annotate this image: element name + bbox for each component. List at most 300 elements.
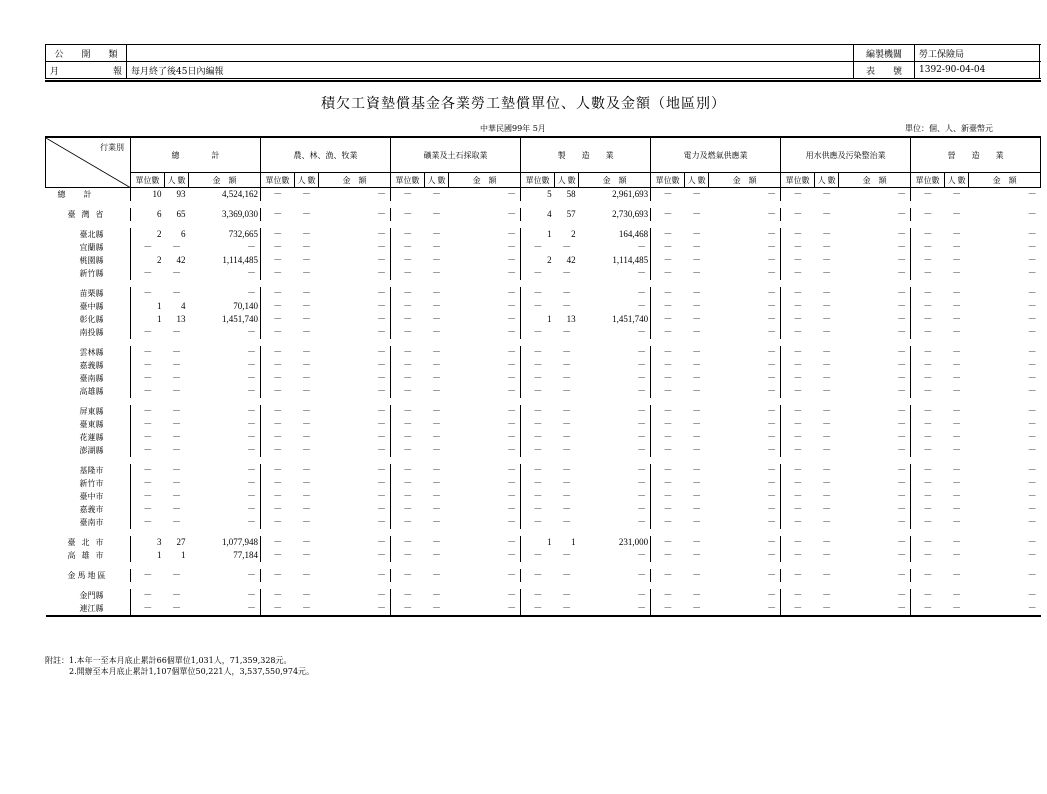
people-cell: － [302, 360, 312, 370]
amount-cell: － [767, 301, 777, 311]
footnote-1: 附註：1.本年一至本月底止累計66個單位1,031人，71,359,328元。 [45, 656, 292, 665]
units-cell: － [131, 372, 165, 385]
amount-cell: － [637, 504, 647, 514]
units-cell: － [911, 516, 945, 529]
units-cell: － [651, 589, 685, 602]
amount-cell: － [637, 432, 647, 442]
people-cell: － [171, 517, 181, 527]
units-cell: － [781, 536, 815, 549]
people-cell: 1 [181, 550, 186, 560]
area-cell: 臺 灣 省 [67, 210, 106, 219]
people-cell: － [692, 314, 702, 324]
people-cell: － [302, 432, 312, 442]
people-cell: － [692, 406, 702, 416]
people-cell: － [432, 504, 442, 514]
amount-cell: － [377, 478, 387, 488]
amount-cell: － [1027, 189, 1037, 199]
units-cell: － [911, 188, 945, 202]
people-cell: － [432, 491, 442, 501]
units-cell: － [391, 188, 425, 202]
units-cell: － [911, 536, 945, 549]
units-cell: － [911, 549, 945, 562]
amount-cell: － [897, 268, 907, 278]
amount-cell: － [767, 288, 777, 298]
units-cell: － [911, 589, 945, 602]
people-cell: － [432, 590, 442, 600]
subcol-amount: 金 額 [449, 173, 521, 188]
people-cell: － [692, 229, 702, 239]
units-cell: 2 [131, 228, 165, 241]
units-cell: － [131, 385, 165, 398]
units-cell: － [261, 385, 295, 398]
people-cell: － [432, 550, 442, 560]
units-cell: － [131, 464, 165, 477]
units-cell: － [521, 241, 555, 254]
amount-cell: － [1027, 432, 1037, 442]
units-cell: － [911, 477, 945, 490]
people-cell: － [432, 432, 442, 442]
amount-cell: － [897, 255, 907, 265]
units-cell: 1 [521, 536, 555, 549]
people-cell: － [432, 189, 442, 199]
amount-cell: － [897, 288, 907, 298]
people-cell: － [952, 465, 962, 475]
people-cell: － [302, 537, 312, 547]
people-cell: － [952, 229, 962, 239]
people-cell: － [952, 242, 962, 252]
units-cell: － [261, 549, 295, 562]
amount-cell: － [637, 360, 647, 370]
units-cell: － [911, 431, 945, 444]
spacer-cell [46, 562, 1041, 569]
people-cell: － [822, 314, 832, 324]
units-cell: － [521, 418, 555, 431]
units-cell: － [261, 313, 295, 326]
amount-cell: － [247, 406, 257, 416]
units-cell: － [781, 313, 815, 326]
units-cell: 1 [521, 313, 555, 326]
amount-cell: － [897, 347, 907, 357]
amount-cell: － [247, 386, 257, 396]
people-cell: － [692, 445, 702, 455]
people-cell: － [165, 602, 189, 616]
people-cell: － [432, 465, 442, 475]
amount-cell: － [767, 517, 777, 527]
people-cell: － [171, 465, 181, 475]
people-cell: － [302, 242, 312, 252]
amount-cell: － [377, 517, 387, 527]
units-cell: － [261, 536, 295, 549]
units-cell: － [131, 516, 165, 529]
units-cell: － [651, 549, 685, 562]
units-cell: － [261, 287, 295, 300]
people-cell: － [562, 517, 572, 527]
units-cell: － [911, 464, 945, 477]
amount-cell: － [247, 517, 257, 527]
people-cell: － [692, 478, 702, 488]
amount-cell: － [507, 537, 517, 547]
people-cell: 27 [176, 537, 186, 547]
amount-cell: 231,000 [618, 537, 649, 547]
amount-cell: － [767, 268, 777, 278]
units-cell: － [391, 477, 425, 490]
people-cell: － [952, 550, 962, 560]
spacer-cell [46, 280, 1041, 287]
amount-cell: － [377, 314, 387, 324]
people-cell: 58 [566, 189, 576, 199]
people-cell: － [171, 445, 181, 455]
amount-cell: － [1027, 268, 1037, 278]
units-cell: － [521, 490, 555, 503]
subcol-units: 單位數 [521, 173, 555, 188]
area-cell: 臺南市 [79, 518, 104, 527]
table-row [46, 208, 1041, 221]
subcol-units: 單位數 [651, 173, 685, 188]
amount-cell: 77,184 [233, 550, 259, 560]
people-cell: － [432, 301, 442, 311]
amount-cell: － [507, 478, 517, 488]
people-cell: － [692, 242, 702, 252]
units-cell: － [391, 228, 425, 241]
units-cell: － [651, 188, 685, 202]
area-cell: 新竹縣 [79, 269, 104, 278]
units-cell: － [391, 300, 425, 313]
amount-cell: － [247, 373, 257, 383]
amount-cell: － [767, 189, 777, 199]
amount-cell: － [377, 386, 387, 396]
table-row [46, 431, 1041, 444]
units-cell: － [391, 516, 425, 529]
spacer-cell [46, 339, 1041, 346]
amount-cell: － [377, 301, 387, 311]
form-label: 表 號 [854, 62, 915, 79]
table-row [46, 589, 1041, 602]
amount-cell: － [1027, 229, 1037, 239]
amount-cell: － [247, 360, 257, 370]
people-cell: 13 [566, 314, 576, 324]
people-cell: － [952, 491, 962, 501]
units-cell: － [391, 346, 425, 359]
people-cell: － [432, 478, 442, 488]
units-cell: － [521, 300, 555, 313]
units-cell: － [131, 444, 165, 457]
people-cell: － [432, 314, 442, 324]
people-cell: － [822, 373, 832, 383]
people-cell: － [302, 386, 312, 396]
units-cell: － [651, 405, 685, 418]
spacer-cell [46, 398, 1041, 405]
people-cell: － [432, 209, 442, 219]
units-cell: － [261, 241, 295, 254]
people-cell: － [822, 550, 832, 560]
amount-cell: － [637, 301, 647, 311]
area-cell: 連江縣 [46, 602, 131, 616]
amount-cell: － [767, 432, 777, 442]
units-cell: － [261, 589, 295, 602]
people-cell: － [432, 406, 442, 416]
table-row [46, 188, 1041, 202]
amount-cell: － [637, 288, 647, 298]
table-row [46, 569, 1041, 582]
amount-cell: － [897, 189, 907, 199]
people-cell: － [171, 268, 181, 278]
amount-cell: － [1027, 255, 1037, 265]
people-cell: 1 [571, 537, 576, 547]
people-cell: － [171, 347, 181, 357]
people-cell: － [822, 360, 832, 370]
amount-cell: － [247, 465, 257, 475]
people-cell: － [822, 570, 832, 580]
people-cell: － [822, 347, 832, 357]
people-cell: － [555, 602, 579, 616]
units-cell: － [391, 503, 425, 516]
table-row [46, 228, 1041, 241]
amount-cell: － [767, 406, 777, 416]
units-cell: － [261, 444, 295, 457]
people-cell: － [432, 268, 442, 278]
people-cell: － [692, 504, 702, 514]
amount-cell: － [767, 314, 777, 324]
amount-cell: － [377, 491, 387, 501]
people-cell: － [562, 445, 572, 455]
units-cell: － [911, 228, 945, 241]
units-cell: － [131, 359, 165, 372]
people-cell: － [822, 209, 832, 219]
people-cell: － [822, 255, 832, 265]
people-cell: － [302, 504, 312, 514]
table-row [46, 536, 1041, 549]
area-cell: 屏東縣 [79, 407, 104, 416]
people-cell: － [171, 242, 181, 252]
table-row [46, 346, 1041, 359]
units-cell: － [781, 372, 815, 385]
units-cell: － [911, 444, 945, 457]
people-cell: － [171, 327, 181, 337]
area-cell: 高 雄 市 [67, 551, 106, 560]
units-cell: － [391, 241, 425, 254]
area-cell: 桃園縣 [79, 256, 104, 265]
units-cell: － [651, 359, 685, 372]
group-header: 農、林、漁、牧業 [261, 137, 391, 173]
amount-cell: － [507, 209, 517, 219]
units-cell: － [261, 418, 295, 431]
amount-cell: － [1027, 360, 1037, 370]
amount-cell: － [1027, 288, 1037, 298]
units-cell: － [651, 346, 685, 359]
units-cell: － [651, 300, 685, 313]
units-cell: － [781, 267, 815, 280]
amount-cell: 4,524,162 [222, 189, 259, 199]
people-cell: － [302, 478, 312, 488]
amount-cell: － [377, 590, 387, 600]
units-cell: － [651, 241, 685, 254]
amount-cell: － [637, 406, 647, 416]
people-cell: － [692, 386, 702, 396]
amount-cell: － [507, 268, 517, 278]
units-cell: － [131, 241, 165, 254]
people-cell: － [432, 242, 442, 252]
people-cell: － [952, 189, 962, 199]
people-cell: － [562, 465, 572, 475]
units-cell: 2 [521, 254, 555, 267]
people-cell: － [952, 590, 962, 600]
amount-cell: － [637, 347, 647, 357]
amount-cell: － [767, 360, 777, 370]
people-cell: － [952, 268, 962, 278]
table-row [46, 313, 1041, 326]
units-cell: － [911, 326, 945, 339]
units-cell: － [131, 346, 165, 359]
people-cell: － [302, 327, 312, 337]
amount-cell: － [637, 478, 647, 488]
amount-cell: － [579, 602, 651, 616]
subcol-units: 單位數 [131, 173, 165, 188]
spacer-cell [46, 457, 1041, 464]
people-cell: － [822, 432, 832, 442]
amount-cell: － [1027, 373, 1037, 383]
units-cell: － [391, 418, 425, 431]
amount-cell: － [1027, 419, 1037, 429]
people-cell: 13 [176, 314, 186, 324]
units-cell: － [911, 346, 945, 359]
subcol-amount: 金 額 [319, 173, 391, 188]
people-cell: － [302, 288, 312, 298]
amount-cell: － [637, 242, 647, 252]
people-cell: － [432, 229, 442, 239]
amount-cell: － [189, 602, 261, 616]
units-cell: － [521, 385, 555, 398]
people-cell: － [952, 327, 962, 337]
people-cell: － [562, 386, 572, 396]
people-cell: － [425, 602, 449, 616]
people-cell: － [302, 590, 312, 600]
amount-cell: 164,468 [618, 229, 649, 239]
subcol-people: 人 數 [295, 173, 319, 188]
units-cell: － [651, 569, 685, 582]
amount-cell: － [377, 347, 387, 357]
table-row [46, 464, 1041, 477]
amount-cell: － [969, 602, 1041, 616]
form-value: 1392-90-04-04 [915, 62, 1040, 79]
amount-cell: － [247, 504, 257, 514]
amount-cell: － [637, 373, 647, 383]
people-cell: － [822, 288, 832, 298]
header-right-table [853, 44, 1040, 79]
subcol-units: 單位數 [391, 173, 425, 188]
units-cell: － [391, 326, 425, 339]
amount-cell: － [247, 478, 257, 488]
people-cell: － [562, 419, 572, 429]
amount-cell: － [897, 229, 907, 239]
amount-cell: 1,114,485 [222, 255, 259, 265]
units-cell: － [651, 385, 685, 398]
amount-cell: － [377, 242, 387, 252]
amount-cell: － [767, 327, 777, 337]
amount-cell: － [1027, 327, 1037, 337]
units-cell: － [521, 549, 555, 562]
units-cell: － [391, 589, 425, 602]
people-cell: － [815, 602, 839, 616]
amount-cell: － [897, 209, 907, 219]
amount-cell: － [1027, 550, 1037, 560]
amount-cell: － [637, 327, 647, 337]
units-cell: － [521, 569, 555, 582]
units-cell: － [781, 405, 815, 418]
spacer-row [46, 529, 1041, 536]
area-cell: 彰化縣 [79, 315, 104, 324]
amount-cell: － [637, 386, 647, 396]
agency-label: 編製機關 [854, 45, 915, 62]
amount-cell: － [507, 590, 517, 600]
amount-cell: － [377, 373, 387, 383]
amount-cell: － [897, 373, 907, 383]
people-cell: － [302, 550, 312, 560]
units-cell: － [261, 477, 295, 490]
units-cell: － [391, 372, 425, 385]
units-cell: － [911, 503, 945, 516]
subcol-people: 人 數 [685, 173, 709, 188]
units-cell: － [261, 359, 295, 372]
units-cell: － [131, 602, 165, 616]
people-cell: － [692, 288, 702, 298]
people-cell: － [952, 360, 962, 370]
group-header: 總 計 [131, 137, 261, 173]
amount-cell: － [637, 465, 647, 475]
amount-cell: － [247, 268, 257, 278]
people-cell: － [822, 465, 832, 475]
amount-cell: － [767, 386, 777, 396]
people-cell: － [952, 445, 962, 455]
amount-cell: － [507, 189, 517, 199]
amount-cell: － [767, 445, 777, 455]
subcol-amount: 金 額 [579, 173, 651, 188]
amount-cell: － [767, 491, 777, 501]
people-cell: － [952, 347, 962, 357]
amount-cell: － [897, 465, 907, 475]
units-cell: － [521, 464, 555, 477]
units-cell: 6 [131, 208, 165, 221]
people-cell: － [952, 419, 962, 429]
units-cell: － [131, 431, 165, 444]
units-cell: － [781, 346, 815, 359]
amount-cell: － [247, 327, 257, 337]
amount-cell: － [1027, 590, 1037, 600]
people-cell: － [822, 537, 832, 547]
units-cell: － [391, 385, 425, 398]
amount-cell: － [897, 445, 907, 455]
units-cell: 2 [131, 254, 165, 267]
people-cell: － [952, 432, 962, 442]
people-cell: － [171, 360, 181, 370]
units-cell: － [521, 405, 555, 418]
table-row [46, 326, 1041, 339]
people-cell: 4 [181, 301, 186, 311]
people-cell: － [692, 373, 702, 383]
units-cell: － [911, 490, 945, 503]
units-cell: － [391, 359, 425, 372]
amount-cell: 1,451,740 [222, 314, 259, 324]
amount-cell: － [637, 570, 647, 580]
amount-cell: － [897, 432, 907, 442]
spacer-row [46, 457, 1041, 464]
people-cell: － [692, 255, 702, 265]
footnote-2: 2.開辦至本月底止累計1,107個單位50,221人，3,537,550,974元。 [45, 667, 315, 676]
units-cell: － [521, 602, 555, 616]
amount-cell: － [767, 550, 777, 560]
units-cell: － [781, 549, 815, 562]
people-cell: － [952, 373, 962, 383]
footnotes [45, 655, 314, 677]
